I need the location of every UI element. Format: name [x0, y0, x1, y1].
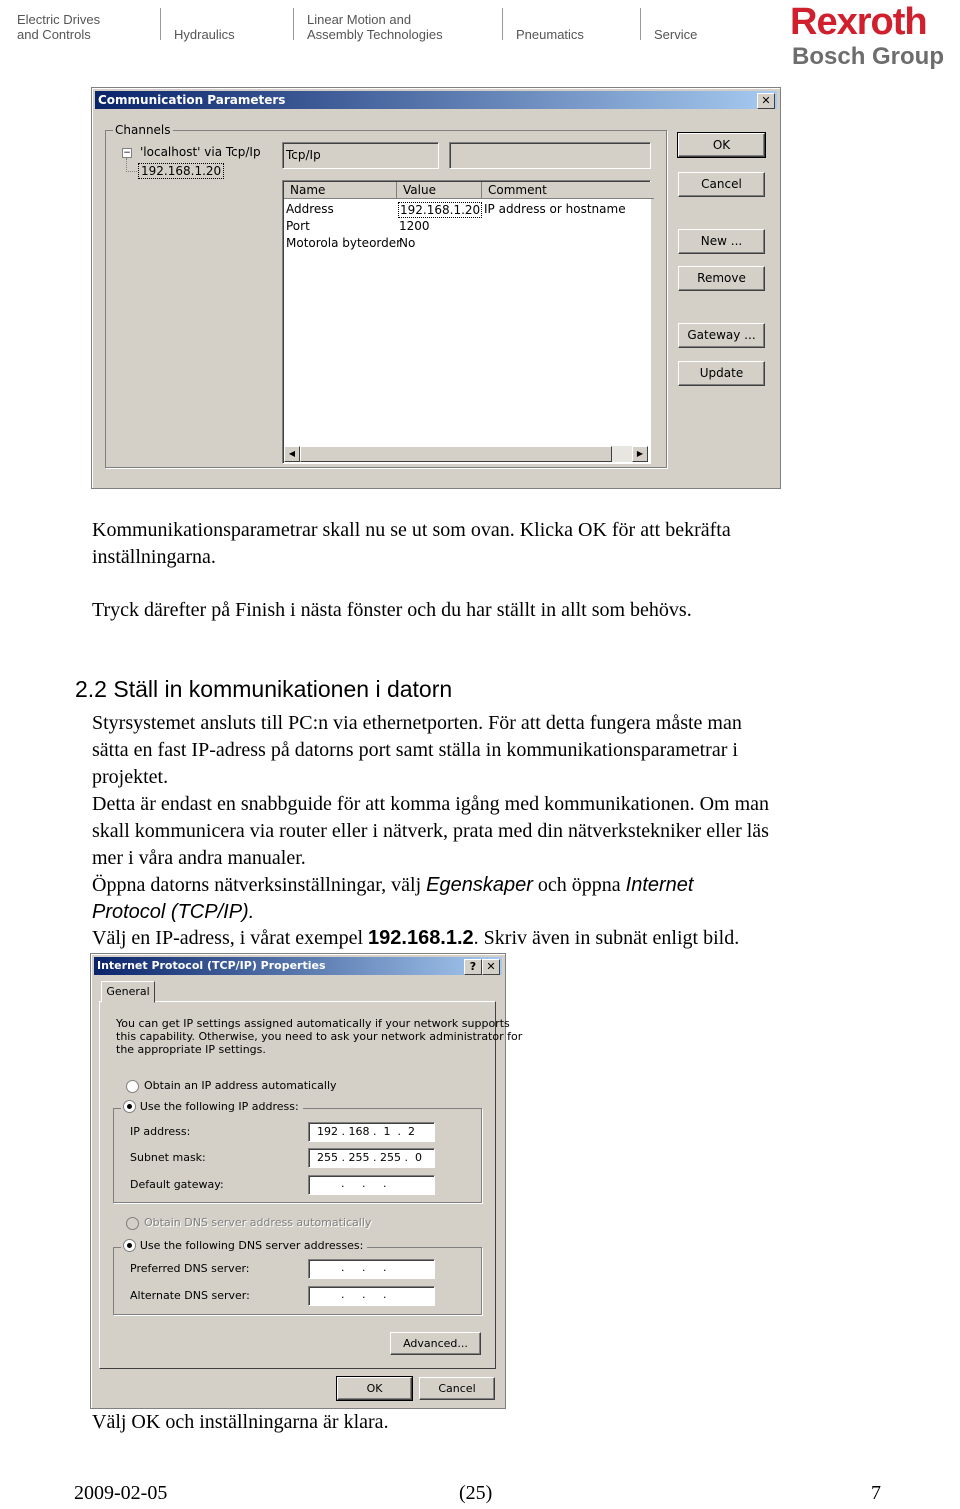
- paragraph-2: Tryck därefter på Finish i nästa fönster och du har ställt in allt som behövs.: [92, 599, 692, 621]
- scroll-thumb[interactable]: [300, 446, 612, 462]
- channels-label: Channels: [115, 123, 171, 137]
- header-item-line2: and Controls: [17, 27, 91, 42]
- tab-general[interactable]: [101, 981, 155, 1003]
- scroll-right-arrow-icon[interactable]: ▶: [632, 446, 648, 462]
- scroll-left-arrow-icon[interactable]: ◀: [284, 446, 300, 462]
- header-divider: [293, 8, 294, 40]
- channel-name-field[interactable]: [449, 142, 651, 169]
- column-header-comment[interactable]: Comment: [482, 182, 654, 199]
- tree-expand-icon[interactable]: −: [123, 148, 131, 158]
- param-name: Motorola byteorder: [286, 236, 402, 250]
- header-item-pneumatics: [516, 12, 584, 42]
- use-dns-label: Use the following DNS server addresses:: [139, 1239, 364, 1252]
- p6-text-post: . Skriv även in subnät enligt bild.: [473, 927, 740, 949]
- obtain-dns-auto-radio[interactable]: [126, 1217, 139, 1230]
- rexroth-logo: Rexroth: [790, 1, 927, 43]
- section-heading: 2.2 Ställ in kommunikationen i datorn: [75, 676, 453, 702]
- paragraph-1-line-2: inställningarna.: [92, 546, 216, 568]
- tab-general-label: General: [106, 985, 150, 998]
- ip-address-field[interactable]: [308, 1122, 435, 1142]
- param-value[interactable]: 192.168.1.20: [400, 203, 481, 217]
- table-row[interactable]: [286, 219, 646, 235]
- header-item-service: [654, 12, 697, 42]
- header-item-line2: Service: [654, 27, 698, 42]
- cancel-button[interactable]: Cancel: [419, 1377, 495, 1400]
- preferred-dns-field[interactable]: [308, 1259, 435, 1279]
- use-ip-group-label[interactable]: [121, 1099, 303, 1113]
- header-item-line1: [654, 12, 697, 27]
- obtain-ip-auto-label[interactable]: Obtain an IP address automatically: [144, 1079, 337, 1092]
- paragraph-3-line-3: projektet.: [92, 766, 169, 788]
- header-item-line1: [174, 12, 235, 27]
- header-item-line1: [516, 12, 584, 27]
- paragraph-4-line-2: skall kommunicera via router eller i nätverk, prata med din nätverkstekniker eller läs: [92, 820, 769, 842]
- default-gateway-label: Default gateway:: [130, 1178, 224, 1191]
- alternate-dns-value: . . .: [341, 1288, 387, 1301]
- header-divider: [160, 8, 161, 40]
- dialog-title: Communication Parameters: [98, 93, 286, 107]
- dialog-titlebar: [95, 91, 777, 109]
- header-item-line2: Hydraulics: [174, 27, 235, 42]
- ok-button[interactable]: OK: [337, 1377, 412, 1400]
- param-value[interactable]: No: [399, 236, 416, 250]
- default-gateway-value: . . .: [341, 1177, 387, 1190]
- column-header-name[interactable]: Name: [284, 182, 397, 199]
- p6-ip: 192.168.1.2: [368, 927, 474, 949]
- param-name: Port: [286, 219, 310, 233]
- preferred-dns-label: Preferred DNS server:: [130, 1262, 250, 1275]
- p5-text-mid: och öppna: [532, 874, 626, 896]
- remove-button[interactable]: Remove: [678, 266, 765, 291]
- paragraph-5-line-2: Protocol (TCP/IP).: [92, 901, 255, 923]
- horizontal-scrollbar[interactable]: [284, 446, 648, 462]
- update-button[interactable]: Update: [678, 361, 765, 386]
- tcpip-properties-dialog: [90, 953, 523, 1409]
- dialog-title: Internet Protocol (TCP/IP) Properties: [97, 959, 326, 972]
- param-comment: IP address or hostname: [484, 202, 626, 216]
- p5-internet: Internet: [625, 874, 694, 896]
- table-row[interactable]: [286, 236, 646, 252]
- use-dns-radio[interactable]: [123, 1239, 136, 1252]
- table-row[interactable]: [286, 202, 646, 218]
- header-item-line2: Pneumatics: [516, 27, 584, 42]
- subnet-mask-field[interactable]: [308, 1148, 435, 1168]
- communication-parameters-dialog: [91, 87, 781, 489]
- help-button[interactable]: ?: [464, 959, 482, 975]
- alternate-dns-label: Alternate DNS server:: [130, 1289, 250, 1302]
- ip-address-value: 192 . 168 . 1 . 2: [317, 1125, 415, 1138]
- paragraph-3-line-2: sätta en fast IP-adress på datorns port samt ställa in kommunikationsparametrar i: [92, 739, 738, 761]
- header-item-hydraulics: [174, 12, 235, 42]
- header-item-line1: Electric Drives: [17, 12, 101, 27]
- header-divider: [640, 8, 641, 40]
- close-button[interactable]: ✕: [757, 93, 775, 109]
- tree-child-item[interactable]: 192.168.1.20: [138, 163, 224, 179]
- header-item-electric-drives: [17, 12, 100, 42]
- p5-egenskaper: Egenskaper: [426, 874, 533, 896]
- subnet-mask-value: 255 . 255 . 255 . 0: [317, 1151, 422, 1164]
- intro-line-2: this capability. Otherwise, you need to ask your network administrator for: [116, 1030, 523, 1043]
- use-dns-group-label[interactable]: [121, 1238, 367, 1252]
- tree-root-item[interactable]: 'localhost' via Tcp/Ip: [140, 145, 261, 159]
- intro-line-3: the appropriate IP settings.: [116, 1043, 266, 1056]
- p5-text: Öppna datorns nätverksinställningar, välj: [92, 874, 427, 896]
- protocol-field[interactable]: [282, 142, 439, 169]
- header-item-line2: Assembly Technologies: [307, 27, 443, 42]
- subnet-mask-label: Subnet mask:: [130, 1151, 206, 1164]
- bosch-group-logo: Bosch Group: [792, 43, 945, 70]
- obtain-ip-auto-radio[interactable]: [126, 1080, 139, 1093]
- header-divider: [502, 8, 503, 40]
- footer-page-count: (25): [459, 1482, 493, 1504]
- paragraph-6: [92, 925, 739, 952]
- column-header-value[interactable]: Value: [397, 182, 482, 199]
- close-button[interactable]: ✕: [482, 959, 500, 975]
- footer-page-number: 7: [871, 1482, 881, 1504]
- protocol-value: Tcp/Ip: [286, 148, 321, 162]
- channel-tree[interactable]: [120, 144, 270, 184]
- ok-button[interactable]: OK: [678, 133, 765, 157]
- advanced-button[interactable]: Advanced...: [390, 1332, 481, 1355]
- paragraph-3-line-1: Styrsystemet ansluts till PC:n via ethernetporten. För att detta fungera måste man: [92, 712, 742, 734]
- header-item-line1: Linear Motion and: [307, 12, 412, 27]
- p6-text: Välj en IP-adress, i vårat exempel: [92, 927, 369, 949]
- preferred-dns-value: . . .: [341, 1261, 387, 1274]
- paragraph-4-line-1: Detta är endast en snabbguide för att komma igång med kommunikationen. Om man: [92, 793, 770, 815]
- default-gateway-field[interactable]: [308, 1175, 435, 1195]
- ip-address-label: IP address:: [130, 1125, 191, 1138]
- paragraph-1-line-1: Kommunikationsparametrar skall nu se ut som ovan. Klicka OK för att bekräfta: [92, 519, 731, 541]
- param-name: Address: [286, 202, 334, 216]
- paragraph-5-line-1: [92, 872, 693, 899]
- use-ip-label: Use the following IP address:: [139, 1100, 299, 1113]
- new-button[interactable]: New ...: [678, 229, 765, 254]
- obtain-dns-auto-label[interactable]: Obtain DNS server address automatically: [144, 1216, 372, 1229]
- use-ip-radio[interactable]: [123, 1100, 136, 1113]
- footer-date: 2009-02-05: [74, 1482, 168, 1504]
- param-value[interactable]: 1200: [399, 219, 430, 233]
- cancel-button[interactable]: Cancel: [678, 172, 765, 197]
- gateway-button[interactable]: Gateway ...: [678, 323, 765, 348]
- dialog-titlebar: [94, 957, 502, 975]
- paragraph-4-line-3: mer i våra andra manualer.: [92, 847, 306, 869]
- alternate-dns-field[interactable]: [308, 1286, 435, 1306]
- intro-line-1: You can get IP settings assigned automatically if your network supports: [116, 1017, 510, 1030]
- header-item-linear-motion: [307, 12, 443, 42]
- parameter-list[interactable]: [282, 180, 651, 464]
- paragraph-7: Välj OK och inställningarna är klara.: [92, 1411, 389, 1433]
